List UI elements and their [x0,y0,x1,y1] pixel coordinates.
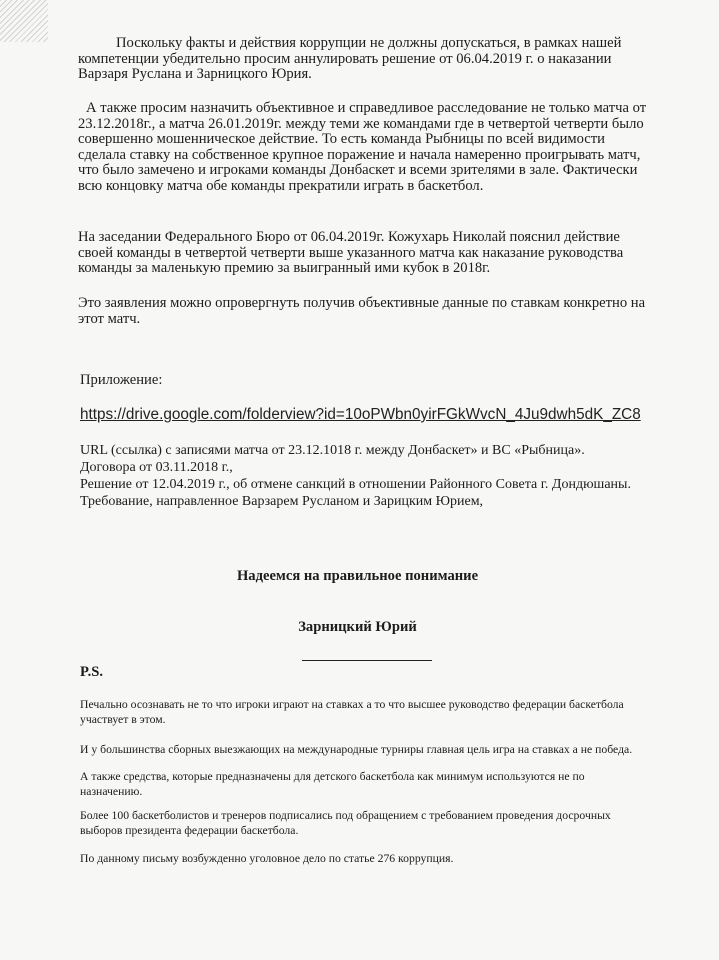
attachment-item: Договора от 03.11.2018 г., [80,460,233,475]
signature-name: Зарницкий Юрий [298,619,417,635]
attachment-heading: Приложение: [80,372,163,388]
paragraph-refutation: Это заявления можно опровергнуть получив объективные данные по ставкам конкретно на этот матч. [78,295,646,327]
ps-item: Более 100 баскетболистов и тренеров подписались под обращением с требованием проведения досрочных выборов президента федерации баскетбола. [80,809,611,837]
ps-item: По данному письму возбужденно уголовное дело по статье 276 коррупция. [80,852,454,865]
attachment-item: Решение от 12.04.2019 г., об отмене санкций в отношении Районного Совета г. Дондюшаны. [80,477,631,492]
ps-heading: P.S. [80,664,103,680]
paragraph-annul-request: Поскольку факты и действия коррупции не должны допускаться, в рамках нашей компетенции убедительно просим аннулировать решение от 06.04.2019 г. о наказании Варзаря Руслана и Зарницкого Юрия. [78,35,622,82]
attachment-item: Требование, направленное Варзарем Русланом и Зарицким Юрием, [80,494,484,509]
signature-line [302,660,432,661]
paragraph-bureau-meeting: На заседании Федерального Бюро от 06.04.2019г. Кожухарь Николай пояснил действие своей команды в четвертой четверти выше указанного матча как наказание руководства команды за маленькую премию за выигранный ими кубок в 2018г. [78,229,624,276]
attachment-link[interactable]: https://drive.google.com/folderview?id=10oPWbn0yirFGkWvcN_4Ju9dwh5dK_ZC8 [80,406,641,423]
ps-item: А также средства, которые предназначены для детского баскетбола как минимум используются не по назначению. [80,770,585,798]
paragraph-investigation-request: А также просим назначить объективное и справедливое расследование не только матча от 23.12.2018г., а матча 26.01.2019г. между теми же командами где в четвертой четверти было совершенно мошенническое действие. То есть команда Рыбницы по всей видимости сделала ставку на собственное крупное поражение и начала намеренно проигрывать матч, что было замечено и игроками команды Донбаскет и всеми зрителями в зале. Фактически всю концовку матча обе команды прекратили играть в баскетбол. [78,100,647,194]
ps-item: Печально осознавать не то что игроки играют на ставках а то что высшее руководство федерации баскетбола участвует в этом. [80,698,624,726]
scan-corner-mark [0,0,48,42]
closing-line: Надеемся на правильное понимание [236,568,479,584]
attachment-item: URL (ссылка) с записями матча от 23.12.1018 г. между Донбаскет» и ВС «Рыбница». [80,443,585,458]
ps-item: И у большинства сборных выезжающих на международные турниры главная цель игра на ставках а не победа. [80,743,633,756]
